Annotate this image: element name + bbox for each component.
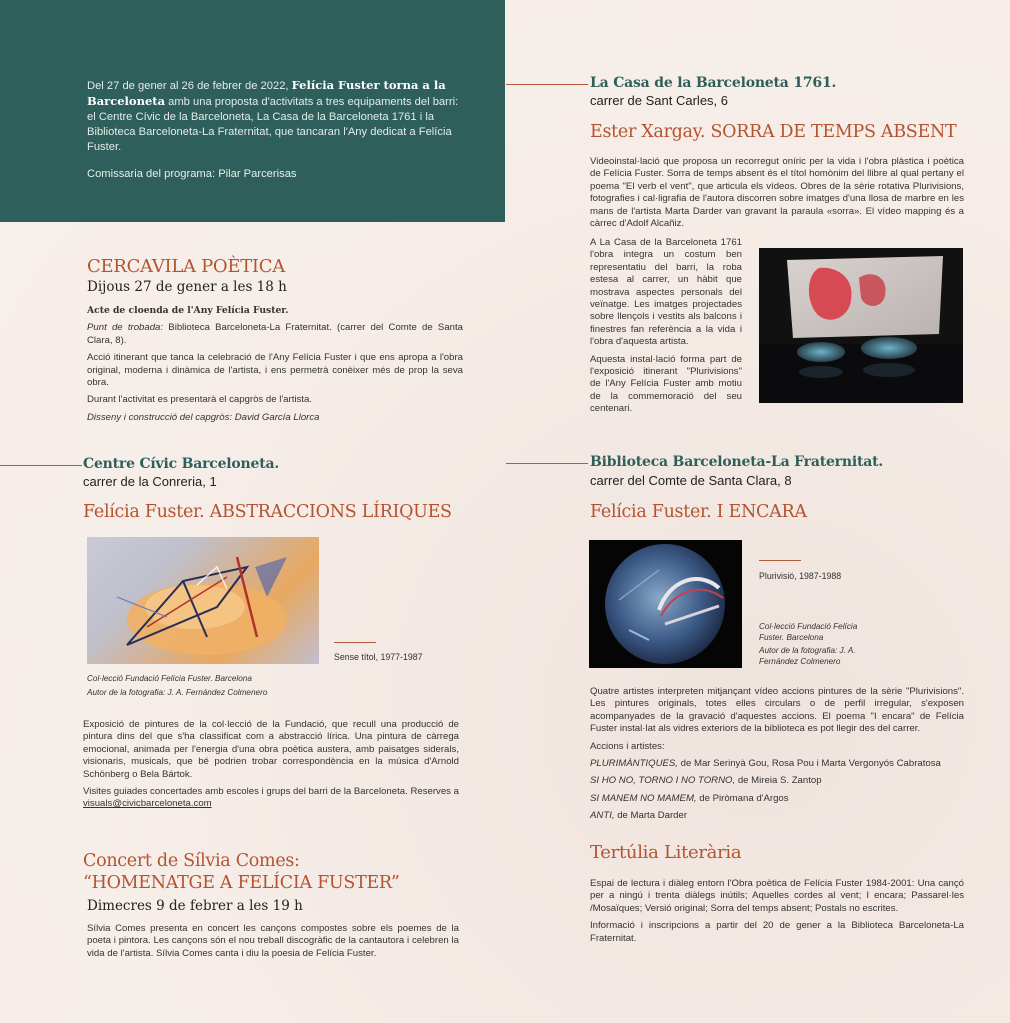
biblioteca-action-item: PLURIMÀNTIQUES, de Mar Serinyà Gou, Rosa Pou i Marta Vergonyós Cabratosa xyxy=(590,758,941,770)
biblioteca-img-credit1: Col·lecció Fundació Felícia Fuster. Barcelona xyxy=(759,622,858,642)
centre-img-credits xyxy=(87,674,327,698)
casa-venue: La Casa de la Barceloneta 1761. xyxy=(590,75,837,91)
cercavila-body xyxy=(87,305,463,429)
casa-title: Ester Xargay. SORRA DE TEMPS ABSENT xyxy=(590,122,957,142)
centre-body xyxy=(83,719,459,816)
centre-img-credit2: Autor de la fotografia: J. A. Fernández Colmenero xyxy=(87,687,268,697)
cercavila-date: Dijous 27 de gener a les 18 h xyxy=(87,279,287,295)
biblioteca-body xyxy=(590,686,964,828)
cercavila-p3: Disseny i construcció del capgròs: David García Llorca xyxy=(87,411,320,423)
biblioteca-title: Felícia Fuster. I ENCARA xyxy=(590,502,807,522)
centre-address: carrer de la Conreria, 1 xyxy=(83,474,217,489)
centre-p1: Exposició de pintures de la col·lecció de la Fundació, que recull una producció de pintura dins del que s'ha classificat com a abstracció lírica. Una pintura de càrrega emocional, animada per l'energia d'una obra poètica austera, amb paisatges siderals, visionaris, musicals, que bé podrien trobar correspondència en la música d'Arnold Schönberg o Bela Bártok. xyxy=(83,719,459,780)
tertulia-body xyxy=(590,878,964,950)
installation-photo-graphic xyxy=(759,248,963,403)
biblioteca-venue: Biblioteca Barceloneta-La Fraternitat. xyxy=(590,454,884,470)
centre-venue: Centre Cívic Barceloneta. xyxy=(83,456,280,472)
intro-text: Del 27 de gener al 26 de febrer de 2022, Felícia Fuster torna a la Barceloneta amb una proposta d'activitats a tres equipaments del barri: el Centre Cívic de la Barceloneta, La Casa de la Barceloneta 1761 i la Biblioteca Barceloneta-La Fraternitat, que tancaran l'Any dedicat a Felícia Fuster. xyxy=(87,78,459,153)
intro-box xyxy=(0,0,505,222)
cercavila-p2: Durant l'activitat es presentarà el capgròs de l'artista. xyxy=(87,394,312,406)
concert-title-line1: Concert de Sílvia Comes: xyxy=(83,851,300,871)
centre-caption-line xyxy=(334,642,376,643)
cercavila-act: Acte de cloenda de l'Any Felícia Fuster. xyxy=(87,305,289,316)
casa-p2: A La Casa de la Barceloneta 1761 l'obra integra un costum ben representatiu del barri, la roba estesa al carrer, un hàbit que mostrava aspectes personals del veïnatge. Les imatges projectades sobre llençols i vestits als balcons i finestres fan referència a la vida i l'obra d'aquesta artista. xyxy=(590,237,742,348)
casa-p3: Aquesta instal·lació forma part de l'exposició itinerant "Plurivisions" de l'Any Felícia Fuster amb motiu de la commemoració del seu centenari. xyxy=(590,353,742,415)
centre-img-title: Sense títol, 1977-1987 xyxy=(334,652,423,662)
concert-title xyxy=(83,850,399,894)
biblioteca-divider xyxy=(506,463,588,464)
installation-photo xyxy=(759,248,963,403)
biblioteca-img-credit2: Autor de la fotografia: J. A. Fernández Colmenero xyxy=(759,646,856,666)
cercavila-meeting: Punt de trobada: Biblioteca Barceloneta-La Fraternitat. (carrer del Comte de Santa Clara, 8). xyxy=(87,322,463,346)
centre-divider xyxy=(0,465,82,466)
abstract-painting xyxy=(87,537,319,664)
concert-p1: Sílvia Comes presenta en concert les cançons compostes sobre els poemes de la poeta i pintora. Les cançons són el nou treball discogràfic de la cantautora i celebren la vida de l'artista. Sílvia Comes canta i diu la poesia de Felícia Fuster. xyxy=(87,923,459,959)
biblioteca-img-title: Plurivisió, 1987-1988 xyxy=(759,571,842,581)
casa-col xyxy=(590,237,742,421)
biblioteca-caption-line xyxy=(759,560,801,561)
centre-p2: Visites guiades concertades amb escoles i grups del barri de la Barceloneta. Reserves a visuals@civicbarceloneta.com xyxy=(83,786,459,810)
casa-divider xyxy=(506,84,588,85)
plurivisio-painting xyxy=(589,540,742,668)
tertulia-p1: Espai de lectura i diàleg entorn l'Obra poètica de Felícia Fuster 1984-2001: Una cançó per a ningú i trenta diàlegs inútils; Aquelles cordes al vent; I encara; Passarel·les /Mosaïques; Versió original; Sorra del temps absent; Postals no escrites. xyxy=(590,878,964,914)
tertulia-title: Tertúlia Literària xyxy=(590,842,742,863)
cercavila-title: CERCAVILA POÈTICA xyxy=(87,256,285,277)
curator-text: Comissaria del programa: Pilar Parcerisas xyxy=(87,168,297,180)
reservations-email-link[interactable]: visuals@civicbarceloneta.com xyxy=(83,798,212,810)
casa-address: carrer de Sant Carles, 6 xyxy=(590,93,729,108)
abstract-painting-graphic xyxy=(87,537,319,664)
biblioteca-img-credits xyxy=(759,622,879,667)
plurivisio-painting-graphic xyxy=(589,540,742,668)
biblioteca-p1: Quatre artistes interpreten mitjançant vídeo accions pintures de la sèrie "Plurivisions". Les pintures originals, totes elles circulars o de perfil irregular, s'exposen acompanyades de la gravació d'aquestes accions. El poema "I encara" de Felícia Fuster instal·lat als vidres exteriors de la biblioteca es pot llegir des del carrer. xyxy=(590,686,964,735)
biblioteca-action-item: ANTI, de Marta Darder xyxy=(590,810,688,822)
biblioteca-action-item: SI HO NO, TORNO I NO TORNO, de Mireia S. Zantop xyxy=(590,775,822,787)
centre-title: Felícia Fuster. ABSTRACCIONS LÍRIQUES xyxy=(83,502,452,522)
casa-p1: Videoinstal·lació que proposa un recorregut oníric per la vida i l'obra plàstica i poètica de Felícia Fuster. Sorra de temps absent és el títol homònim del llibre al qual pertany el poema "El verb el vent", que articula els vídeos. Obres de la sèrie rotativa Plurivisions, fotografies i cal·ligrafia de l'autora discorren sobre imatges d'una llosa de marbre en les mans de l'artista Marta Darder van gravant la paraula «sorra». El vídeo mapping és a càrrec d'Adolf Alcañiz. xyxy=(590,156,964,230)
tertulia-p2: Informació i inscripcions a partir del 20 de gener a la Biblioteca Barceloneta-La Fraternitat. xyxy=(590,920,964,944)
biblioteca-address: carrer del Comte de Santa Clara, 8 xyxy=(590,473,792,488)
concert-date: Dimecres 9 de febrer a les 19 h xyxy=(87,898,303,914)
centre-img-credit1: Col·lecció Fundació Felícia Fuster. Barcelona xyxy=(87,674,252,683)
cercavila-p1: Acció itinerant que tanca la celebració de l'Any Felícia Fuster i que ens apropa a l'obra original, moderna i dinàmica de l'artista, i ens permetrà conèixer més de prop la seva obra. xyxy=(87,352,463,389)
biblioteca-action-item: SI MANEM NO MAMEM, de Piròmana d'Argos xyxy=(590,792,789,804)
biblioteca-actions-label: Accions i artistes: xyxy=(590,740,665,752)
concert-title-line2: “HOMENATGE A FELÍCIA FUSTER” xyxy=(83,873,400,893)
